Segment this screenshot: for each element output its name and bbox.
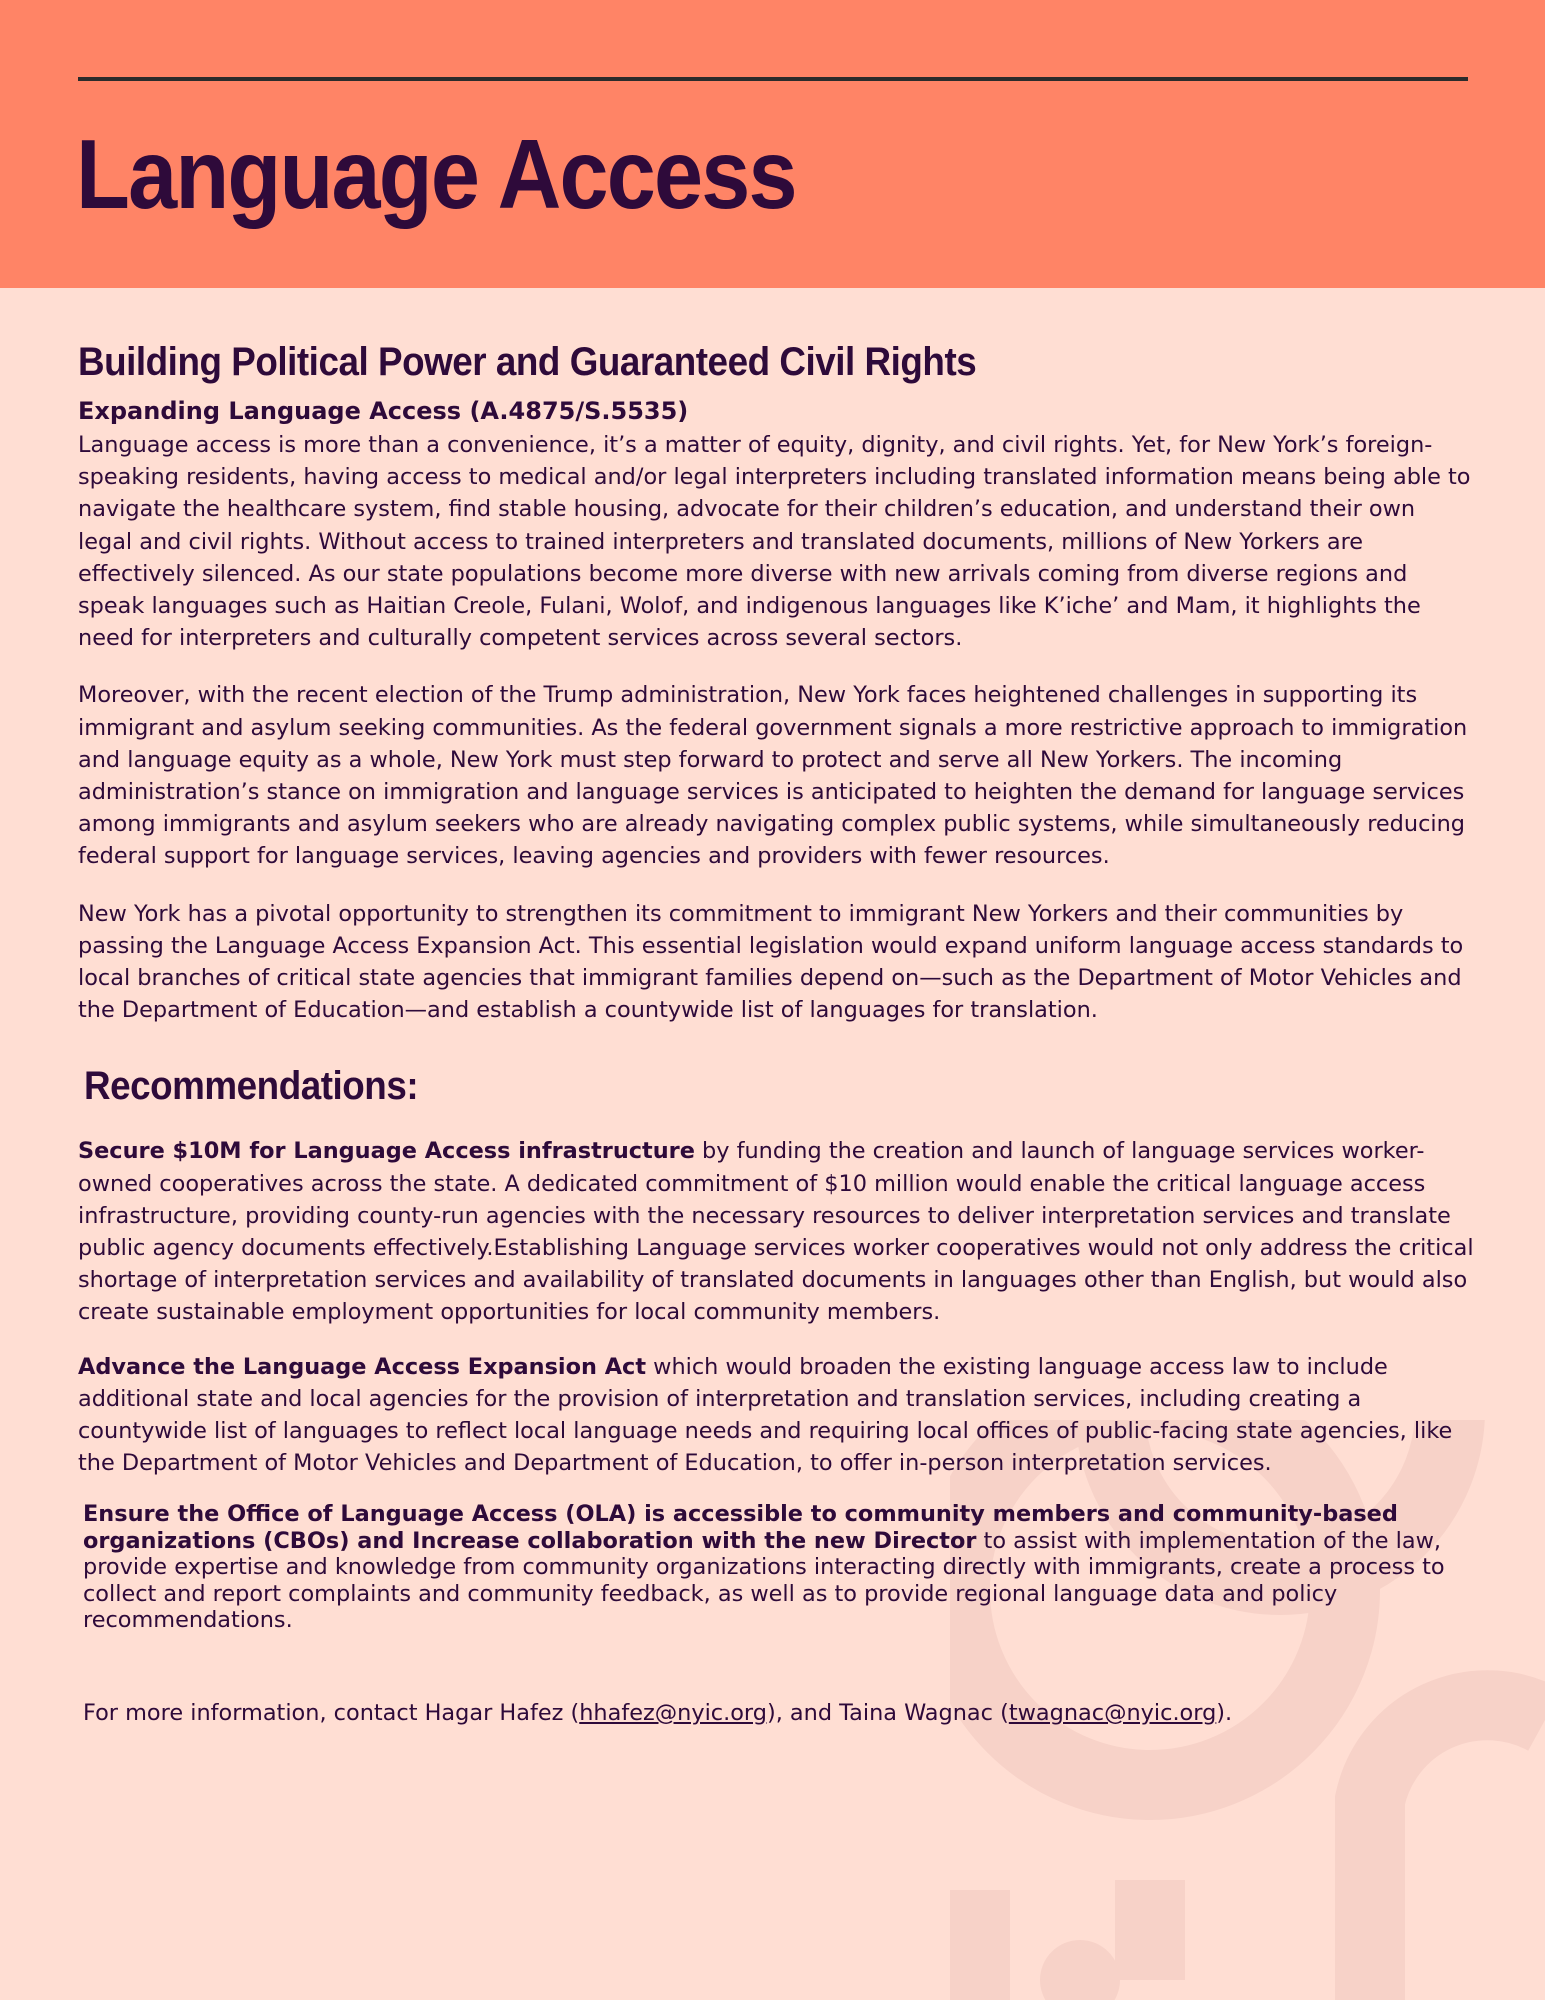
- section-subheading: Expanding Language Access (A.4875/S.5535): [78, 397, 689, 425]
- body-paragraph: New York has a pivotal opportunity to strengthen its commitment to immigrant New Yorkers and their communities by passing the Language Access Expansion Act. This essential legislation would expand uniform language access standards to local branches of critical state agencies that immigrant families depend on—such as the Department of Motor Vehicles and the Department of Education—and establish a countywide list of languages for translation.: [78, 900, 1464, 1024]
- header-divider: [78, 77, 1468, 81]
- recommendation-item: [78, 1135, 1478, 1328]
- email-link-wagnac[interactable]: twagnac@nyic.org: [1008, 1699, 1217, 1726]
- page-header: [0, 0, 1545, 288]
- recommendation-lead: Secure $10M for Language Access infrastructure: [78, 1138, 695, 1165]
- recommendation-item: [78, 1351, 1478, 1480]
- contact-line: [83, 1700, 1498, 1726]
- contact-prefix: For more information, contact Hagar Hafez (: [83, 1699, 580, 1726]
- page-title: Language Access: [76, 119, 796, 229]
- recommendation-text: which would broaden the existing language access law to include additional state and local agencies for the provision of interpretation and translation services, including creating a countywide list of languages to reflect local language needs and requiring local offices of public-facing state agencies, like the Department of Motor Vehicles and Department of Education, to offer in-person interpretation services.: [78, 1353, 1453, 1477]
- body-paragraph: Moreover, with the recent election of the Trump administration, New York faces heightened challenges in supporting its immigrant and asylum seeking communities. As the federal government signals a more restrictive approach to immigration and language equity as a whole, New York must step forward to protect and serve all New Yorkers. The incoming administration’s stance on immigration and language services is anticipated to heighten the demand for language services among immigrants and asylum seekers who are already navigating complex public systems, while simultaneously reducing federal support for language services, leaving agencies and providers with fewer resources.: [78, 682, 1468, 870]
- main-content: [78, 330, 1498, 1726]
- recommendation-item: [83, 1501, 1523, 1634]
- body-paragraph: Language access is more than a convenience, it’s a matter of equity, dignity, and civil rights. Yet, for New York’s foreign-speaking residents, having access to medical and/or legal interpreters including translated information means being able to navigate the healthcare system, find stable housing, advocate for their children’s education, and understand their own legal and civil rights. Without access to trained interpreters and translated documents, millions of New Yorkers are effectively silenced. As our state populations become more diverse with new arrivals coming from diverse regions and speak languages such as Haitian Creole, Fulani, Wolof, and indigenous languages like K’iche’ and Mam, it highlights the need for interpreters and culturally competent services across several sectors.: [78, 432, 1471, 652]
- contact-middle: ), and Taina Wagnac (: [766, 1699, 1009, 1726]
- recommendations-heading: Recommendations:: [84, 1064, 419, 1109]
- contact-suffix: ).: [1216, 1699, 1233, 1726]
- recommendation-lead: Ensure the Office of Language Access (OLA) is accessible to community members and community-based organizations (CBOs) and Increase collaboration with the new Director: [83, 1501, 1398, 1554]
- recommendation-text: by funding the creation and launch of language services worker-owned cooperatives across the state. A dedicated commitment of $10 million would enable the critical language access infrastructure, providing county-run agencies with the necessary resources to deliver interpretation services and translate public agency documents effectively.Establishing Language services worker cooperatives would not only address the critical shortage of interpretation services and availability of translated documents in languages other than English, but would also create sustainable employment opportunities for local community members.: [78, 1138, 1474, 1326]
- recommendation-lead: Advance the Language Access Expansion Act: [78, 1353, 647, 1380]
- section-heading: Building Political Power and Guaranteed Civil Rights: [78, 340, 977, 384]
- email-link-hafez[interactable]: hhafez@nyic.org: [579, 1699, 767, 1726]
- recommendation-text: to assist with implementation of the law, provide expertise and knowledge from community organizations interacting directly with immigrants, create a process to collect and report complaints and community feedback, as well as to provide regional language data and policy recommendations.: [83, 1527, 1445, 1634]
